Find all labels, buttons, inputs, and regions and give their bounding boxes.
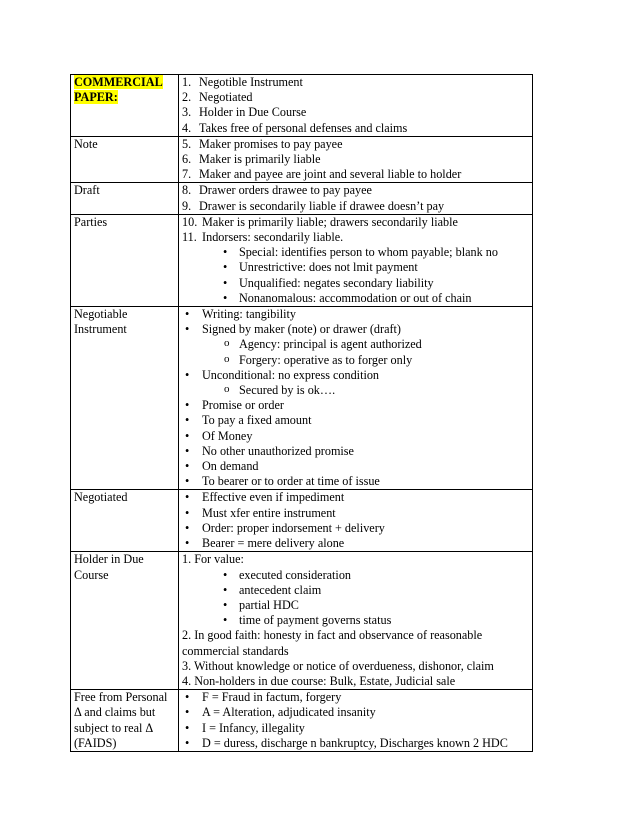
bullet-item: • No other unauthorized promise (182, 444, 529, 459)
numbered-item: 11. Indorsers: secondarily liable. (182, 230, 344, 245)
content-cell (179, 690, 533, 752)
bullet-item: • To bearer or to order at time of issue (182, 474, 529, 489)
label-cell (71, 214, 179, 306)
numbered-item: 1. For value: (182, 552, 244, 567)
row-label: Negotiated (74, 490, 128, 505)
bullet-item: • A = Alteration, adjudicated insanity (182, 705, 529, 720)
numbered-item: 8. Drawer orders drawee to pay payee (182, 183, 372, 198)
bullet-item: • Bearer = mere delivery alone (182, 536, 529, 551)
row-holder-in-due-course (71, 552, 533, 690)
circle-sub-item: o Forgery: operative as to forger only (182, 353, 529, 368)
bullet-item: • To pay a fixed amount (182, 413, 529, 428)
row-label: Course (74, 567, 109, 582)
row-parties (71, 214, 533, 306)
row-label: Parties (74, 214, 108, 229)
content-cell (179, 490, 533, 552)
row-note (71, 136, 533, 183)
numbered-item: 4. Takes free of personal defenses and claims (182, 120, 408, 135)
bullet-item: • Signed by maker (note) or drawer (draft) (182, 322, 529, 337)
numbered-item: 3. Holder in Due Course (182, 105, 307, 120)
row-draft (71, 183, 533, 214)
section-heading: PAPER: (74, 90, 118, 105)
bullet-item: • Of Money (182, 429, 529, 444)
content-cell (179, 307, 533, 490)
numbered-item: 7. Maker and payee are joint and several liable to holder (182, 167, 462, 182)
sub-bullet-item: • Unrestrictive: does not lmit payment (182, 260, 529, 275)
content-cell (179, 136, 533, 183)
numbered-item: 5. Maker promises to pay payee (182, 136, 343, 151)
bullet-item: • Writing: tangibility (182, 307, 529, 322)
bullet-item: • D = duress, discharge n bankruptcy, Discharges known 2 HDC (182, 736, 529, 751)
label-cell (71, 307, 179, 490)
row-faids (71, 690, 533, 752)
bullet-item: • Order: proper indorsement + delivery (182, 521, 529, 536)
sub-bullet-item: • Nonanomalous: accommodation or out of chain (182, 291, 529, 306)
numbered-item: 9. Drawer is secondarily liable if drawee doesn’t pay (182, 198, 445, 213)
bullet-item: • Effective even if impediment (182, 490, 529, 505)
sub-bullet-item: • Special: identifies person to whom payable; blank no (182, 245, 529, 260)
content-cell (179, 75, 533, 137)
numbered-item: 6. Maker is primarily liable (182, 152, 321, 167)
sub-bullet-item: • Unqualified: negates secondary liability (182, 276, 529, 291)
content-cell (179, 214, 533, 306)
row-label: Negotiable (74, 307, 128, 322)
label-cell (71, 552, 179, 690)
bullet-item: • F = Fraud in factum, forgery (182, 690, 529, 705)
label-cell (71, 690, 179, 752)
label-cell (71, 75, 179, 137)
label-cell (71, 490, 179, 552)
sub-bullet-item: • partial HDC (182, 598, 529, 613)
sub-bullet-item: • antecedent claim (182, 583, 529, 598)
row-label: Draft (74, 183, 100, 198)
row-label: Instrument (74, 322, 127, 337)
content-cell (179, 552, 533, 690)
row-negotiated (71, 490, 533, 552)
row-label: Note (74, 136, 98, 151)
bullet-item: • On demand (182, 459, 529, 474)
sub-bullet-item: • time of payment governs status (182, 613, 529, 628)
content-cell (179, 183, 533, 214)
section-heading: COMMERCIAL (74, 75, 163, 89)
bullet-item: • Promise or order (182, 398, 529, 413)
numbered-item: 2. Negotiated (182, 90, 253, 105)
bullet-item: • Must xfer entire instrument (182, 506, 529, 521)
row-label: subject to real Δ (74, 720, 154, 735)
numbered-paragraph: 4. Non-holders in due course: Bulk, Estate, Judicial sale (182, 673, 456, 688)
numbered-item: 10. Maker is primarily liable; drawers secondarily liable (182, 214, 458, 229)
sub-bullet-item: • executed consideration (182, 568, 529, 583)
label-cell (71, 183, 179, 214)
circle-sub-item: o Secured by is ok…. (182, 383, 529, 398)
numbered-paragraph: 3. Without knowledge or notice of overdueness, dishonor, claim (182, 658, 494, 673)
row-label: Free from Personal (74, 690, 168, 705)
row-label: (FAIDS) (74, 735, 117, 750)
label-cell (71, 136, 179, 183)
numbered-paragraph: 2. In good faith: honesty in fact and observance of reasonable commercial standards (182, 628, 483, 658)
circle-sub-item: o Agency: principal is agent authorized (182, 337, 529, 352)
row-label: Holder in Due (74, 552, 144, 567)
numbered-item: 1. Negotible Instrument (182, 75, 303, 89)
row-negotiable-instrument (71, 307, 533, 490)
row-commercial-paper (71, 75, 533, 137)
row-label: Δ and claims but (74, 705, 156, 720)
bullet-item: • Unconditional: no express condition (182, 368, 529, 383)
bullet-item: • I = Infancy, illegality (182, 721, 529, 736)
outline-table (70, 74, 533, 752)
